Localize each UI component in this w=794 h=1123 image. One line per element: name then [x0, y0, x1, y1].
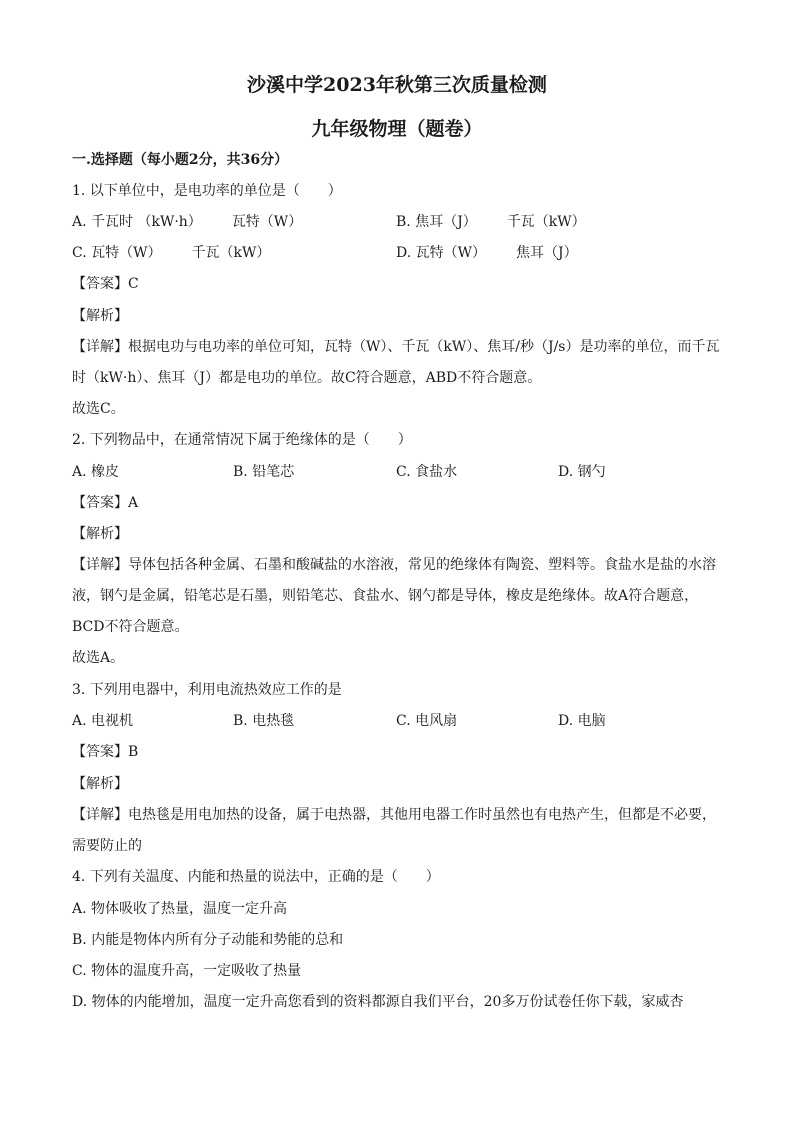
q1-analysis-tag: 【解析】: [72, 308, 128, 324]
q2-choose: 故选A。: [72, 650, 125, 666]
q2-detail-line-2: 液，钢勺是金属，铅笔芯是石墨，则铅笔芯、食盐水、钢勺都是导体，橡皮是绝缘体。故A符合题意，: [72, 588, 699, 604]
question-2-stem: 2. 下列物品中，在通常情况下属于绝缘体的是（ ）: [72, 432, 412, 448]
q3-detail-tag: 【详解】: [72, 807, 128, 823]
q2-option-c: C. 食盐水: [396, 464, 458, 480]
q4-option-c: C. 物体的温度升高，一定吸收了热量: [72, 963, 302, 979]
question-3-stem: 3. 下列用电器中，利用电流热效应工作的是: [72, 682, 342, 698]
document-title: 沙溪中学2023年秋第三次质量检测: [247, 74, 547, 96]
q4-option-a: A. 物体吸收了热量，温度一定升高: [72, 901, 288, 917]
q3-detail-line-1: [72, 805, 716, 825]
q1-option-a: [72, 212, 302, 232]
q1-option-c-part2: 千瓦（kW）: [191, 245, 271, 261]
q3-answer-value: B: [128, 744, 139, 760]
q1-option-d-part2: 焦耳（J）: [516, 245, 578, 261]
q1-answer-value: C: [128, 276, 139, 292]
q1-choose: 故选C。: [72, 401, 125, 417]
q1-option-b-part1: B. 焦耳（J）: [396, 214, 477, 230]
q2-option-d: D. 钢勺: [558, 464, 606, 480]
q1-detail-text-1: 根据电功与电功率的单位可知，瓦特（W）、千瓦（kW）、焦耳/秒（J/s）是功率的单位，而千瓦: [128, 339, 720, 355]
question-4-stem: 4. 下列有关温度、内能和热量的说法中，正确的是（ ）: [72, 869, 440, 885]
q1-option-c: [72, 243, 270, 263]
q2-detail-tag: 【详解】: [72, 557, 128, 573]
q1-option-a-part2: 瓦特（W）: [231, 214, 303, 230]
q3-option-a: A. 电视机: [72, 713, 134, 729]
q3-analysis-tag: 【解析】: [72, 776, 128, 792]
q4-option-b: B. 内能是物体内所有分子动能和势能的总和: [72, 932, 344, 948]
q3-option-d: D. 电脑: [558, 713, 606, 729]
q2-option-b: B. 铅笔芯: [233, 464, 295, 480]
q2-detail-text-1: 导体包括各种金属、石墨和酸碱盐的水溶液，常见的绝缘体有陶瓷、塑料等。食盐水是盐的水溶: [128, 557, 716, 573]
q1-answer: [72, 274, 139, 294]
q2-option-a: A. 橡皮: [72, 464, 120, 480]
q1-detail-line-1: [72, 337, 720, 357]
q2-answer-value: A: [128, 495, 139, 511]
q2-answer: [72, 493, 138, 513]
q1-answer-tag: 【答案】: [72, 276, 128, 292]
q1-detail-line-2: 时（kW·h）、焦耳（J）都是电功的单位。故C符合题意，ABD不符合题意。: [72, 370, 542, 386]
document-subtitle: 九年级物理（题卷）: [311, 118, 483, 140]
q1-option-b: [396, 212, 586, 232]
section-heading: 一.选择题（每小题2分，共36分）: [72, 152, 289, 168]
q1-option-d-part1: D. 瓦特（W）: [396, 245, 487, 261]
q3-option-c: C. 电风扇: [396, 713, 458, 729]
q3-detail-text-1: 电热毯是用电加热的设备，属于电热器，其他用电器工作时虽然也有电热产生，但都是不必要，: [128, 807, 716, 823]
q3-detail-line-2: 需要防止的: [72, 838, 142, 854]
q1-detail-tag: 【详解】: [72, 339, 128, 355]
q3-answer-tag: 【答案】: [72, 744, 128, 760]
q1-option-b-part2: 千瓦（kW）: [506, 214, 586, 230]
q3-answer: [72, 742, 138, 762]
q1-option-c-part1: C. 瓦特（W）: [72, 245, 162, 261]
q2-detail-line-1: [72, 555, 716, 575]
question-1-stem: 1. 以下单位中，是电功率的单位是（ ）: [72, 183, 342, 199]
q1-option-d: [396, 243, 578, 263]
q2-analysis-tag: 【解析】: [72, 526, 128, 542]
q3-option-b: B. 电热毯: [233, 713, 295, 729]
q2-detail-line-3: BCD不符合题意。: [72, 619, 189, 635]
q4-option-d: D. 物体的内能增加，温度一定升高您看到的资料都源自我们平台，20多万份试卷任你下载，家威杏: [72, 994, 684, 1010]
q2-answer-tag: 【答案】: [72, 495, 128, 511]
q1-option-a-part1: A. 千瓦时 （kW·h）: [72, 214, 202, 230]
